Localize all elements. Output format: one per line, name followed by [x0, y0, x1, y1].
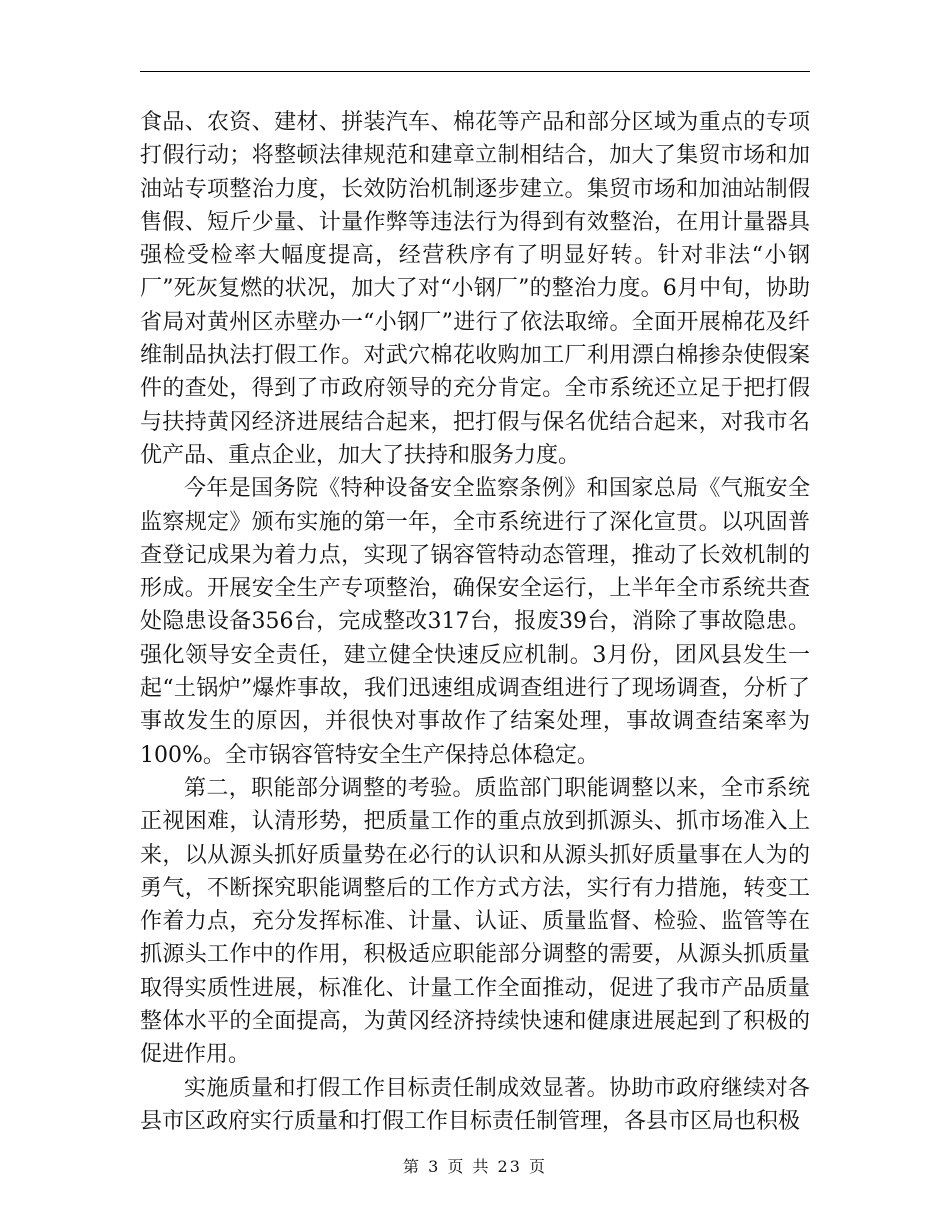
paragraph-special-equipment: 今年是国务院《特种设备安全监察条例》和国家总局《气瓶安全监察规定》颁布实施的第一年，全市系统进行了深化宣贯。以巩固普查登记成果为着力点，实现了锅容管特动态管理，推动了长效机制的形成。开展安全生产专项整治，确保安全运行，上半年全市系统共查处隐患设备356台，完成整改317台，报废39台，消除了事故隐患。强化领导安全责任，建立健全快速反应机制。3月份，团风县发生一起“土锅炉”爆炸事故，我们迅速组成调查组进行了现场调查，分析了事故发生的原因，并很快对事故作了结案处理，事故调查结案率为100%。全市锅容管特安全生产保持总体稳定。: [140, 476, 810, 768]
paragraph-continuation: 食品、农资、建材、拼装汽车、棉花等产品和部分区域为重点的专项打假行动；将整顿法律规范和建章立制相结合，加大了集贸市场和加油站专项整治力度，长效防治机制逐步建立。集贸市场和加油站制假售假、短斤少量、计量作弊等违法行为得到有效整治，在用计量器具强检受检率大幅度提高，经营秩序有了明显好转。针对非法“小钢厂”死灰复燃的状况，加大了对“小钢厂”的整治力度。6月中旬，协助省局对黄州区赤壁办一“小钢厂”进行了依法取缔。全面开展棉花及纤维制品执法打假工作。对武穴棉花收购加工厂利用漂白棉掺杂使假案件的查处，得到了市政府领导的充分肯定。全市系统还立足于把打假与扶持黄冈经济进展结合起来，把打假与保名优结合起来，对我市名优产品、重点企业，加大了扶持和服务力度。: [140, 110, 810, 468]
body-text: [140, 106, 810, 1138]
header-rule: [140, 71, 810, 72]
paragraph-responsibility-system: 实施质量和打假工作目标责任制成效显著。协助市政府继续对各县市区政府实行质量和打假工作目标责任制管理，各县市区局也积极: [140, 1075, 810, 1134]
page-footer: 第 3 页 共 23 页: [403, 1157, 547, 1176]
paragraph-function-adjustment: 第二，职能部分调整的考验。质监部门职能调整以来，全市系统正视困难，认清形势，把质量工作的重点放到抓源头、抓市场准入上来，以从源头抓好质量势在必行的认识和从源头抓好质量事在人为的勇气，不断探究职能调整后的工作方式方法，实行有力措施，转变工作着力点，充分发挥标准、计量、认证、质量监督、检验、监管等在抓源头工作中的作用，积极适应职能部分调整的需要，从源头抓质量取得实质性进展，标准化、计量工作全面推动，促进了我市产品质量整体水平的全面提高，为黄冈经济持续快速和健康进展起到了积极的促进作用。: [140, 775, 810, 1068]
